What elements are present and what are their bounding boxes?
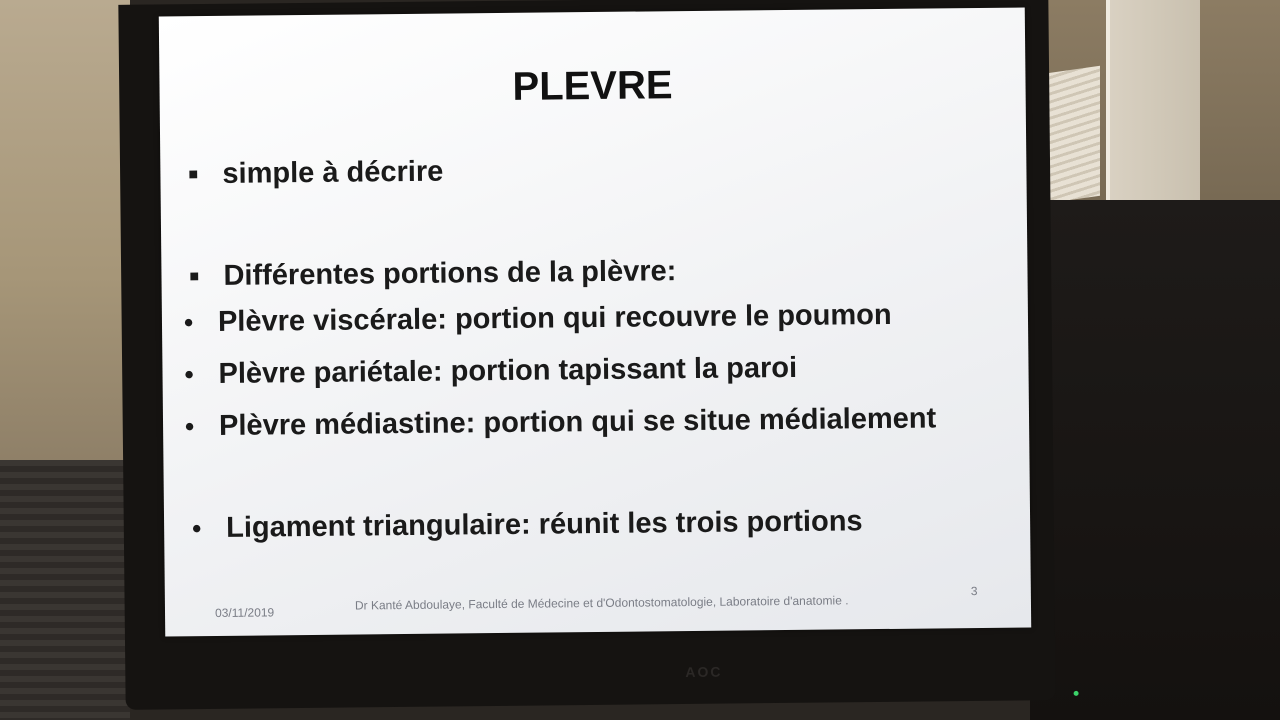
- dot-bullet-icon: •: [184, 359, 194, 390]
- monitor-brand-logo: AOC: [685, 663, 723, 680]
- slide-bullet-item: [189, 255, 676, 293]
- slide-page-number: 3: [970, 584, 978, 599]
- dot-bullet-icon: •: [184, 411, 195, 442]
- bullet-text: Plèvre viscérale: portion qui recouvre le poumon: [217, 298, 892, 338]
- slide-bullet-item: [184, 352, 797, 391]
- bullet-text: Différentes portions de la plèvre:: [223, 255, 677, 292]
- bullet-text: Plèvre pariétale: portion tapissant la paroi: [218, 351, 798, 390]
- dot-bullet-icon: •: [183, 307, 194, 338]
- power-led-icon: [1074, 691, 1079, 696]
- room-radiator: [0, 460, 130, 720]
- slide-title: PLEVRE: [512, 63, 673, 109]
- slide-footer-date: 03/11/2019: [214, 605, 275, 620]
- shelf: [1106, 0, 1200, 210]
- presentation-slide: [159, 7, 1031, 636]
- slide-bullet-item: [192, 505, 863, 545]
- bullet-text: Plèvre médiastine: portion qui se situe médialement: [218, 402, 937, 442]
- dot-bullet-icon: •: [191, 513, 202, 544]
- square-bullet-icon: ■: [189, 268, 200, 286]
- slide-bullet-item: [188, 156, 443, 192]
- room-dark-corner: [1030, 200, 1280, 720]
- square-bullet-icon: ■: [188, 166, 199, 184]
- slide-footer-author: Dr Kanté Abdoulaye, Faculté de Médecine et d'Odontostomatologie, Laboratoire d'anatomie .: [354, 593, 849, 613]
- room-wall-left: [0, 0, 130, 460]
- bullet-text: Ligament triangulaire: réunit les trois portions: [225, 505, 863, 544]
- slide-bullet-item: [184, 299, 892, 339]
- slide-bullet-item: [185, 402, 936, 443]
- bullet-text: simple à décrire: [222, 155, 444, 190]
